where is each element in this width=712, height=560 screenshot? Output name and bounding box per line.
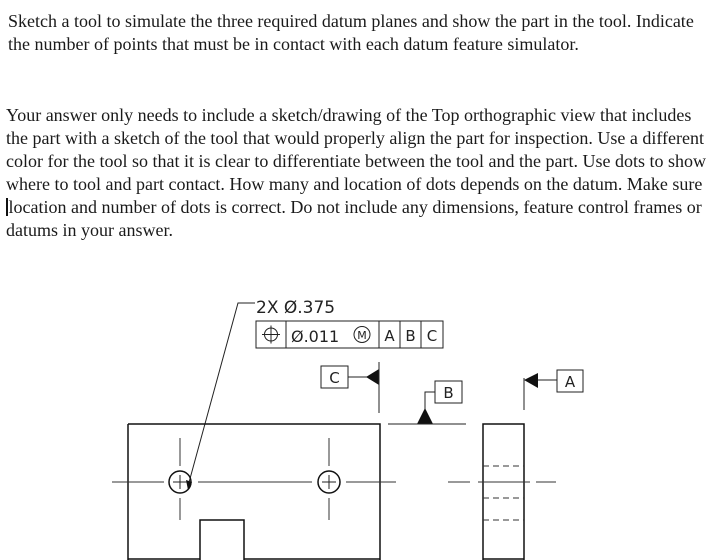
datum-a-label: A [564,373,576,391]
datum-b-label: B [443,384,454,402]
feature-control-frame [256,321,443,348]
fcf-datum-a: A [384,327,395,345]
paragraph-2-text-before-caret: Your answer only needs to include a sketch/drawing of the Top orthographic view that includes the part with a sketch of the tool that would properly align the part for inspection. Use a different color for the tool so that it is clear to differentiate between the tool and the part. Use dots to show where to tool and part contact. How many and location of dots depends on the datum. Make sure [6,105,706,194]
instruction-paragraph-1: Sketch a tool to simulate the three required datum planes and show the part in the tool. Indicate the number of points that must be in contact with each datum feature simulator. [8,11,694,54]
datum-c-label: C [329,369,340,387]
hole-callout-text: 2X Ø.375 [256,298,336,318]
fcf-datum-c: C [426,327,438,345]
datum-a-symbol [524,370,583,410]
hole-centerlines [112,438,396,520]
datum-c-symbol [321,362,379,413]
fcf-tolerance: Ø.011 [291,327,340,346]
text-cursor [6,198,8,216]
fcf-datum-b: B [405,327,416,345]
fcf-modifier: M [357,329,367,342]
right-hole [318,471,340,493]
engineering-drawing [0,280,712,560]
part-top-view-outline [128,424,380,560]
position-symbol-icon [262,326,280,344]
datum-b-symbol [388,381,466,424]
part-side-view [448,424,556,560]
instruction-paragraph-2 [6,104,706,242]
paragraph-2-text-after-caret: location and number of dots is correct. Do not include any dimensions, feature control frames or datums in your answer. [6,197,702,240]
hole-callout-leader [188,303,255,486]
